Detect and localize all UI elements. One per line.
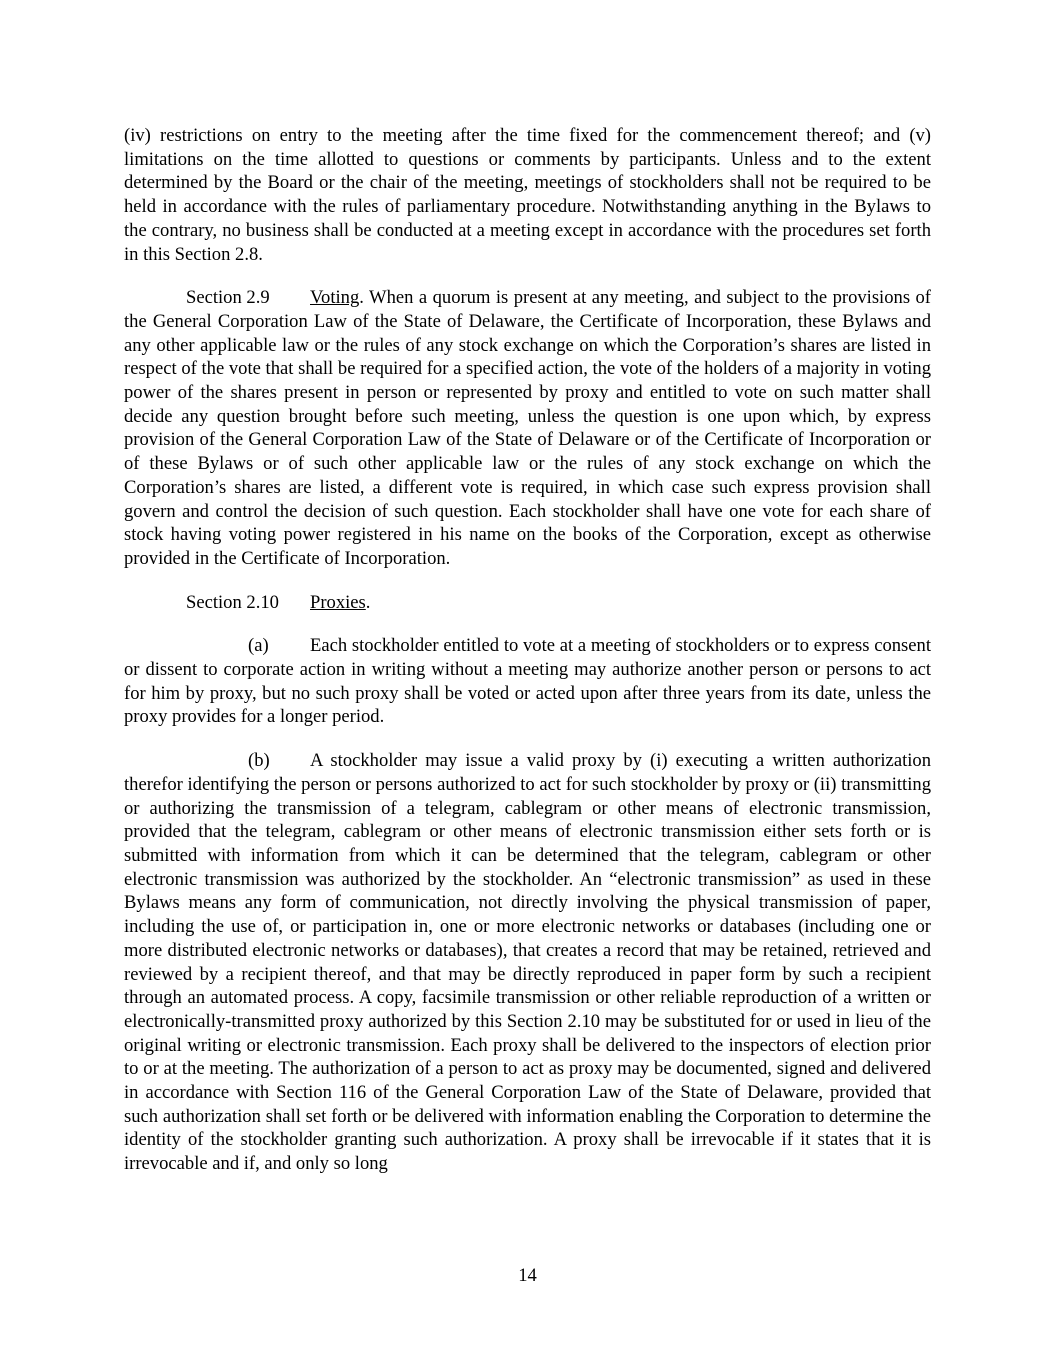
section-2-10-subparagraph-b [124,749,931,1176]
section-2-10-heading: Proxies [310,591,366,613]
page-number: 14 [518,1265,537,1286]
document-page [124,124,931,1176]
intro-paragraph: (iv) restrictions on entry to the meeting after the time fixed for the commencement thereof; and (v) limitations on the time allotted to questions or comments by participants. Unless and to the extent determined by the Board or the chair of the meeting, meetings of stockholders shall not be required to be held in accordance with the rules of parliamentary procedure. Notwithstanding anything in the Bylaws to the contrary, no business shall be conducted at a meeting except in accordance with the procedures set forth in this Section 2.8. [124,125,931,265]
section-2-9-number: Section 2.9 [186,287,270,309]
section-2-9-heading-suffix: . [359,287,364,309]
section-2-10-title [124,591,931,615]
section-2-10-heading-suffix: . [365,591,371,613]
subparagraph-b-label: (b) [248,750,270,772]
subparagraph-a-text: Each stockholder entitled to vote at a meeting of stockholders or to express consent or dissent to corporate action in writing without a meeting may authorize another person or persons to act for him by proxy, but no such proxy shall be voted or acted upon after three years from its date, unless the proxy provides for a longer period. [124,635,931,728]
section-2-9-paragraph [124,286,931,570]
section-2-10-number: Section 2.10 [186,591,279,613]
section-2-9-heading: Voting [310,287,360,309]
section-2-9-body: When a quorum is present at any meeting, and subject to the provisions of the General Corporation Law of the State of Delaware, the Certificate of Incorporation, these Bylaws and any other applicable law or the rules of any stock exchange on which the Corporation’s shares are listed in respect of the vote that shall be required for a specified action, the vote of the holders of a majority in voting power of the shares present in person or represented by proxy and entitled to vote on such matter shall decide any question brought before such meeting, unless the question is one upon which, by express provision of the General Corporation Law of the State of Delaware or of the Certificate of Incorporation or of these Bylaws or of such other applicable law or the rules of any stock exchange on which the Corporation’s shares are listed, a different vote is required, in which case such express provision shall govern and control the decision of such question. Each stockholder shall have one vote for each share of stock having voting power registered in his name on the books of the Corporation, except as otherwise provided in the Certificate of Incorporation. [124,287,931,569]
subparagraph-b-text: A stockholder may issue a valid proxy by (i) executing a written authorization therefor identifying the person or persons authorized to act for such stockholder by proxy or (ii) transmitting or authorizing the transmission of a telegram, cablegram or other means of electronic transmission, provided that the telegram, cablegram or other means of electronic transmission either sets forth or is submitted with information from which it can be determined that the telegram, cablegram or other electronic transmission was authorized by the stockholder. An “electronic transmission” as used in these Bylaws means any form of communication, not directly involving the physical transmission of paper, including the use of, or participation in, one or more electronic networks or databases (including one or more distributed electronic networks or databases), that creates a record that may be retained, retrieved and reviewed by a recipient thereof, and that may be directly reproduced in paper form by such a recipient through an automated process. A copy, facsimile transmission or other reliable reproduction of a written or electronically-transmitted proxy authorized by this Section 2.10 may be substituted for or used in lieu of the original writing or electronic transmission. Each proxy shall be delivered to the inspectors of election prior to or at the meeting. The authorization of a person to act as proxy may be documented, signed and delivered in accordance with Section 116 of the General Corporation Law of the State of Delaware, provided that such authorization shall set forth or be delivered with information enabling the Corporation to determine the identity of the stockholder granting such authorization. A proxy shall be irrevocable if it states that it is irrevocable and if, and only so long [124,750,931,1175]
subparagraph-a-label: (a) [248,635,269,657]
section-2-10-subparagraph-a [124,634,931,729]
